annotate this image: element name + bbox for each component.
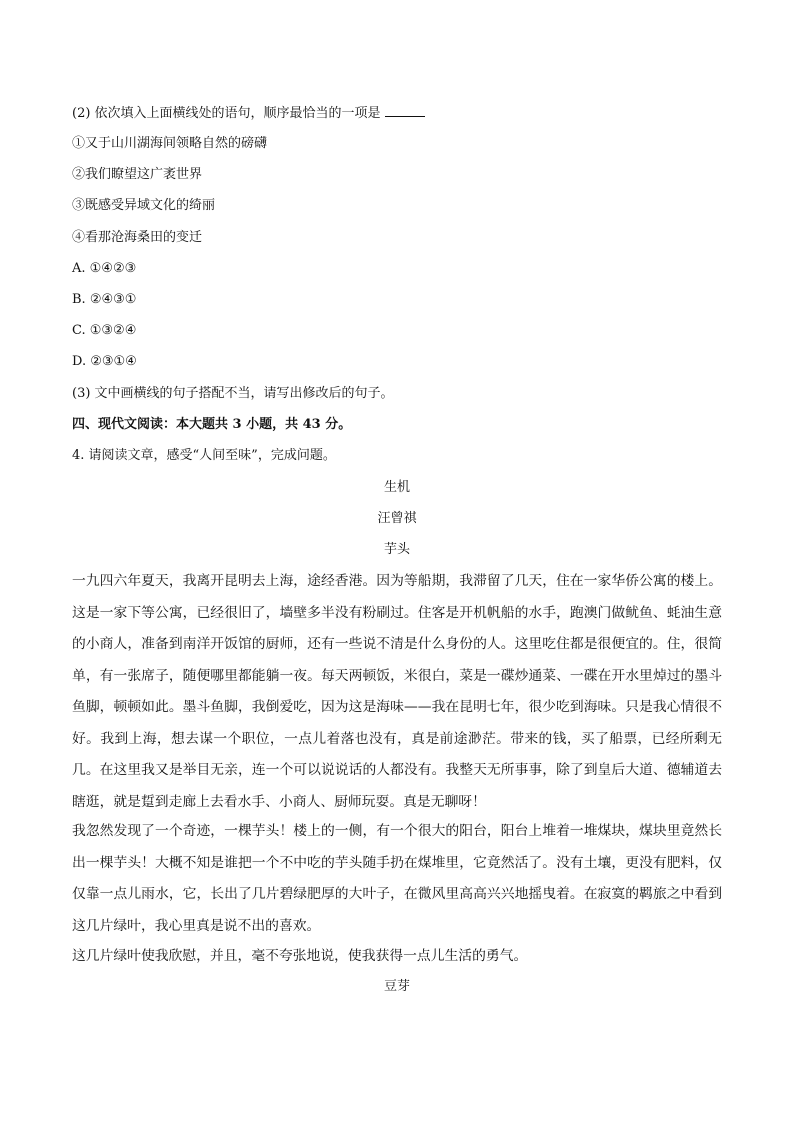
section-heading: 四、现代文阅读：本大题共 3 小题，共 43 分。	[72, 417, 352, 432]
article-paragraph-1: 一九四六年夏天，我离开昆明去上海，途经香港。因为等船期，我滞留了几天，住在一家华侨公寓的楼上。这是一家下等公寓，已经很旧了，墙壁多半没有粉刷过。住客是开机帆船的水手，跑澳门做鱿鱼、蚝油生意的小商人，准备到南洋开饭馆的厨师，还有一些说不清是什么身份的人。这里吃住都是很便宜的。住，很简单，有一张席子，随便哪里都能躺一夜。每天两顿饭，米很白，菜是一碟炒通菜、一碟在开水里焯过的墨斗鱼脚，顿顿如此。墨斗鱼脚，我倒爱吃，因为这是海味——我在昆明七年，很少吃到海味。只是我心情很不好。我到上海，想去谋一个职位，一点儿着落也没有，真是前途渺茫。带来的钱，买了船票，已经所剩无几。在这里我又是举目无亲，连一个可以说说话的人都没有。我整天无所事事，除了到皇后大道、德辅道去瞎逛，就是踅到走廊上去看水手、小商人、厨师玩耍。真是无聊呀！	[72, 573, 722, 810]
question-2-text	[72, 104, 425, 122]
article-author: 汪曾祺	[377, 511, 417, 526]
article-subtitle-taro: 芋头	[383, 542, 410, 557]
option-b: B. ②④③①	[72, 292, 137, 307]
article-paragraph-3: 这几片绿叶使我欣慰，并且，毫不夸张地说，使我获得一点儿生活的勇气。	[72, 948, 528, 964]
item-3: ③既感受异域文化的绮丽	[72, 198, 216, 213]
article-title: 生机	[383, 480, 410, 495]
option-a: A. ①④②③	[72, 261, 137, 276]
question-2-prompt: (2) 依次填入上面横线处的语句，顺序最恰当的一项是	[72, 106, 381, 121]
question-4-text: 4. 请阅读文章，感受“人间至味”，完成问题。	[72, 448, 336, 463]
question-3-text: (3) 文中画横线的句子搭配不当，请写出修改后的句子。	[72, 386, 394, 401]
item-2: ②我们瞭望这广袤世界	[72, 167, 203, 182]
answer-blank	[385, 104, 425, 117]
option-d: D. ②③①④	[72, 354, 137, 369]
article-subtitle-bean-sprout: 豆芽	[383, 979, 410, 994]
option-c: C. ①③②④	[72, 323, 137, 338]
article-paragraph-2: 我忽然发现了一个奇迹，一棵芋头！楼上的一侧，有一个很大的阳台，阳台上堆着一堆煤块，煤块里竟然长出一棵芋头！大概不知是谁把一个不中吃的芋头随手扔在煤堆里，它竟然活了。没有土壤，更没有肥料，仅仅靠一点儿雨水，它，长出了几片碧绿肥厚的大叶子，在微风里高高兴兴地摇曳着。在寂寞的羁旅之中看到这几片绿叶，我心里真是说不出的喜欢。	[72, 823, 722, 934]
item-1: ①又于山川湖海间领略自然的磅礴	[72, 136, 268, 151]
item-4: ④看那沧海桑田的变迁	[72, 230, 203, 245]
